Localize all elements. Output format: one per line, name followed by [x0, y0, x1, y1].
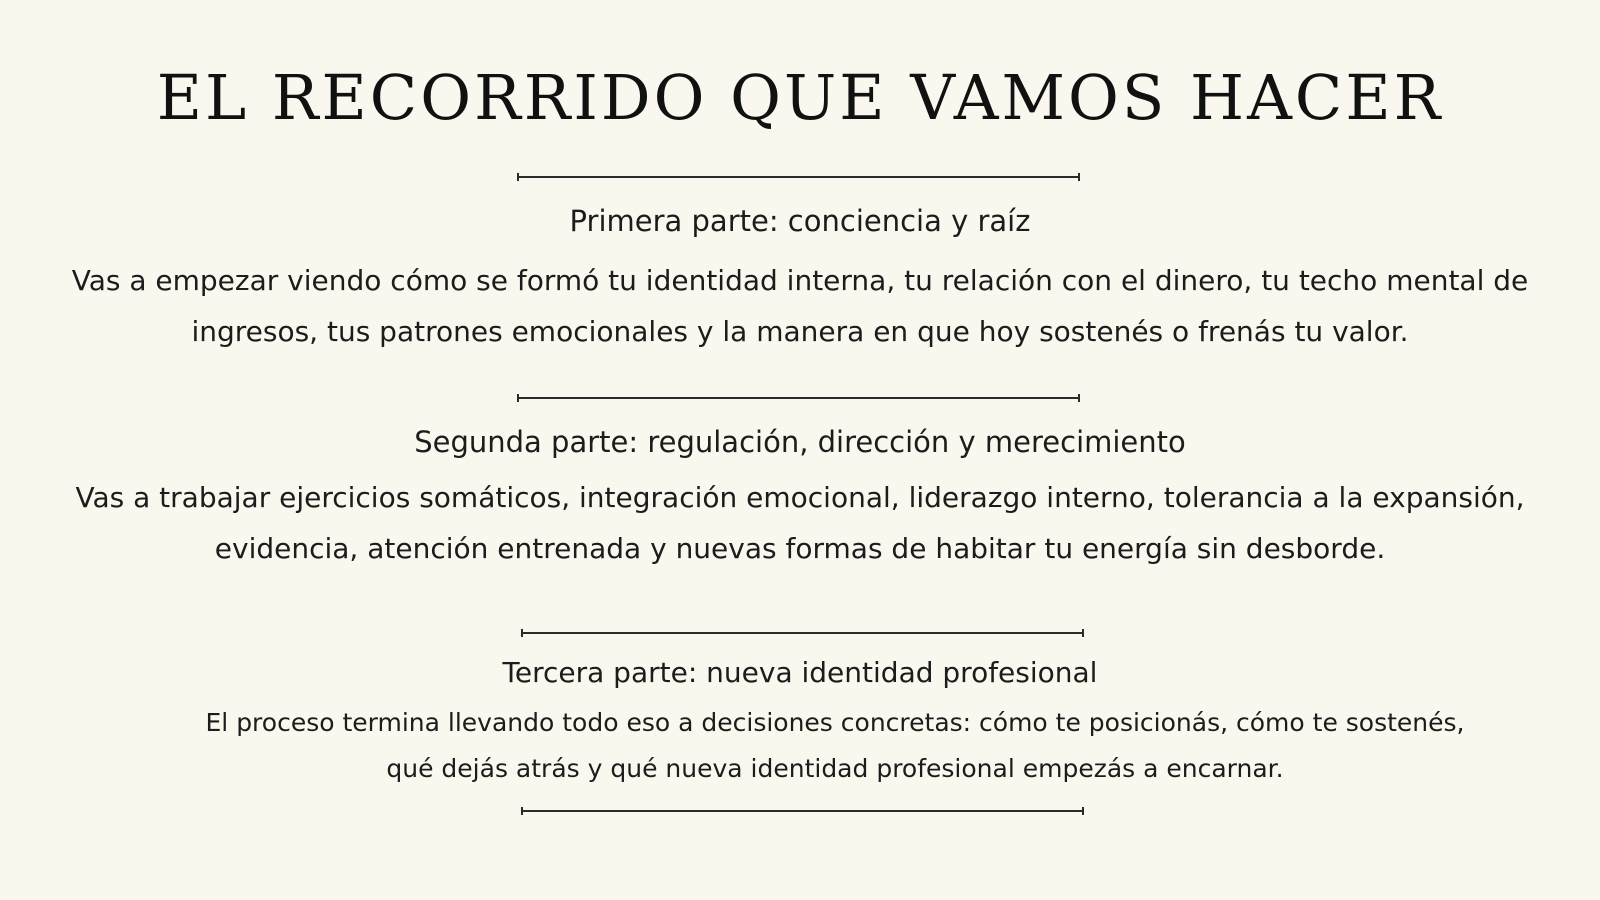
- section-heading-2: Segunda parte: regulación, dirección y merecimiento: [414, 425, 1186, 459]
- page-title: EL RECORRIDO QUE VAMOS HACER: [156, 61, 1444, 134]
- section-body-3: El proceso termina llevando todo eso a decisiones concretas: cómo te posicionás, cómo te sostenés, qué dejás atrás y qué nueva identidad profesional empezás a encarnar.: [205, 708, 1465, 783]
- section-body-1: Vas a empezar viendo cómo se formó tu identidad interna, tu relación con el dinero, tu techo mental de ingresos, tus patrones emocionales y la manera en que hoy sostenés o frenás tu valor.: [71, 264, 1529, 348]
- section-body-2: Vas a trabajar ejercicios somáticos, integración emocional, liderazgo interno, tolerancia a la expansión, evidencia, atención entrenada y nuevas formas de habitar tu energía sin desborde.: [75, 481, 1525, 565]
- divider-bottom: [521, 810, 1084, 812]
- divider-2: [521, 632, 1084, 634]
- section-heading-1: Primera parte: conciencia y raíz: [569, 204, 1031, 238]
- divider-1: [517, 397, 1080, 399]
- divider-top: [517, 176, 1080, 178]
- section-heading-3: Tercera parte: nueva identidad profesional: [502, 656, 1098, 689]
